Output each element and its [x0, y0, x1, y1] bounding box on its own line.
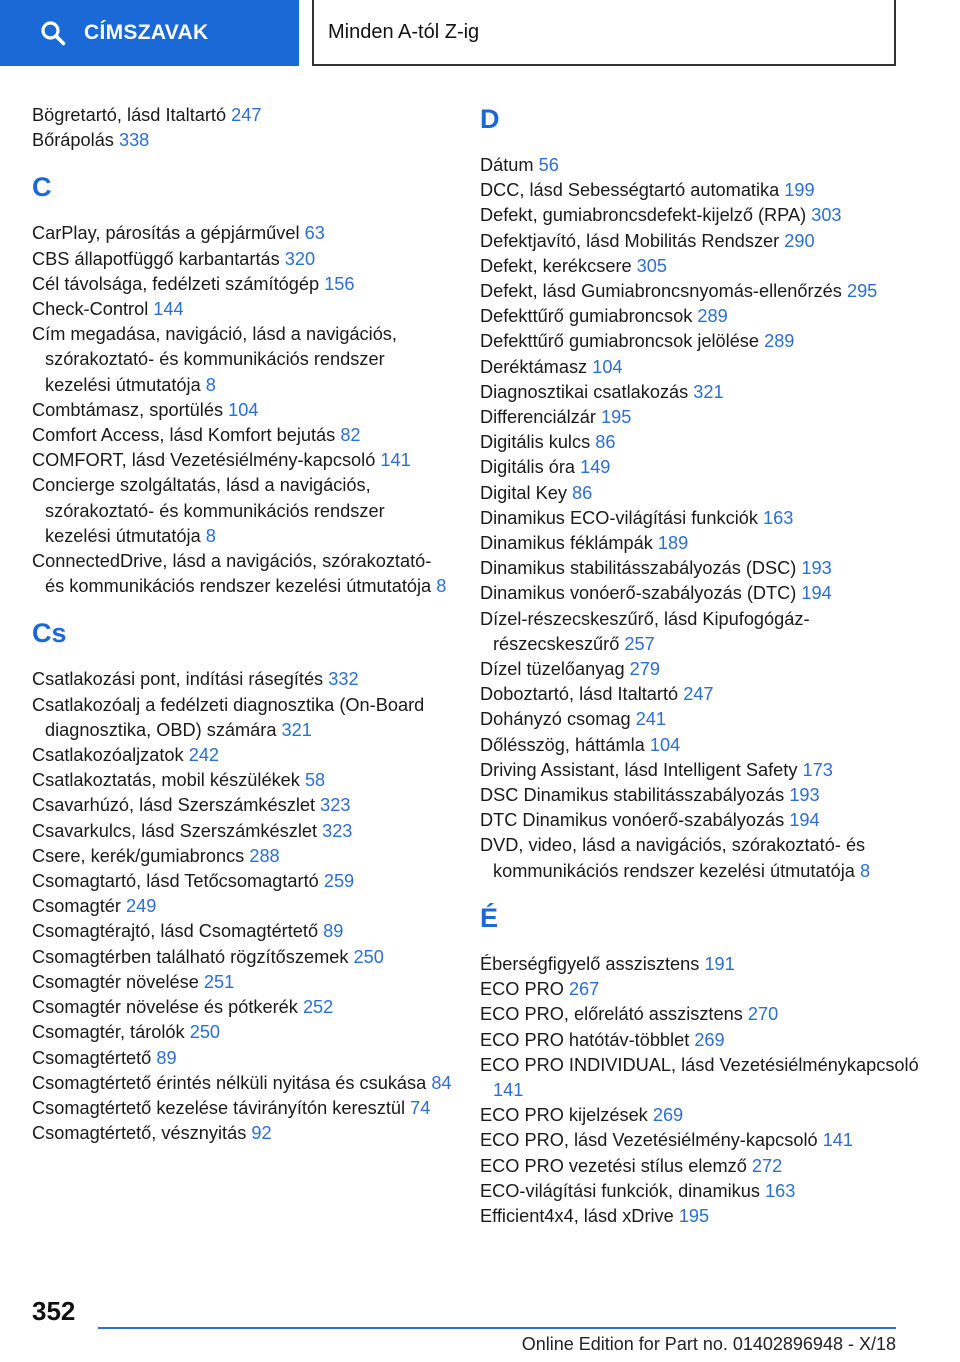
entry-text: DSC Dinamikus stabilitásszabályozás	[480, 785, 790, 806]
page-link[interactable]: 195	[678, 1205, 710, 1226]
index-entry	[480, 1103, 920, 1128]
entry-text: CBS állapotfüggő karbantartás	[32, 248, 285, 269]
entry-text: Csomagtértető	[32, 1047, 157, 1068]
page-link[interactable]: 323	[322, 820, 353, 841]
entry-text: Csatlakozóalj a fedélzeti diagnosztika (On-Board diagnosztika, OBD) számára	[32, 694, 425, 740]
entry-text: DTC Dinamikus vonóerő-szabályozás	[480, 810, 790, 831]
index-entry	[480, 203, 920, 228]
index-entry	[480, 329, 920, 354]
entry-text: Defekt, gumiabroncsdefekt-kijelző (RPA)	[480, 205, 812, 226]
index-entry	[480, 304, 920, 329]
index-entry	[480, 607, 920, 657]
entry-text: Combtámasz, sportülés	[32, 399, 229, 420]
page-link[interactable]: 195	[600, 407, 632, 428]
page-link[interactable]: 104	[649, 734, 681, 755]
entry-text: Bőrápolás	[32, 130, 119, 151]
page-link[interactable]: 321	[693, 381, 724, 402]
page-link[interactable]: 89	[156, 1047, 177, 1068]
entry-text: Éberségfigyelő asszisztens	[480, 953, 705, 974]
index-entry	[32, 398, 452, 423]
index-entry	[480, 707, 920, 732]
entry-text: Csomagtartó, lásd Tetőcsomagtartó	[32, 871, 324, 892]
page-link[interactable]: 141	[380, 450, 411, 471]
index-entry	[32, 970, 452, 995]
page-link[interactable]: 288	[249, 845, 280, 866]
entry-text: ECO PRO kijelzések	[480, 1105, 653, 1126]
index-entry	[32, 128, 452, 153]
index-entry	[480, 657, 920, 682]
index-entry	[32, 549, 452, 599]
index-entry	[32, 667, 452, 692]
entry-text: Csomagtér	[32, 896, 127, 917]
index-entry	[32, 423, 452, 448]
entry-text: Differenciálzár	[480, 407, 601, 428]
page-link[interactable]: 141	[493, 1079, 524, 1100]
page-link[interactable]: 270	[747, 1004, 779, 1025]
page-link[interactable]: 86	[572, 482, 593, 503]
index-entry	[32, 844, 452, 869]
index-entry	[32, 297, 452, 322]
index-entry	[480, 153, 920, 178]
index-entry	[32, 247, 452, 272]
page-link[interactable]: 74	[410, 1097, 431, 1118]
page-link[interactable]: 149	[580, 457, 611, 478]
index-entry	[480, 1179, 920, 1204]
entry-text: Csavarkulcs, lásd Szerszámkészlet	[32, 820, 323, 841]
tab-a-to-z[interactable]	[312, 0, 896, 66]
page-link[interactable]: 249	[126, 896, 157, 917]
index-entry	[480, 229, 920, 254]
entry-text: Csavarhúzó, lásd Szerszámkészlet	[32, 795, 321, 816]
entry-text: Digitális óra	[480, 457, 581, 478]
index-entry	[480, 1028, 920, 1053]
entry-text: ConnectedDrive, lásd a navigációs, szórakoztató- és kommunikációs rendszer kezelési útmutatója	[32, 551, 437, 597]
index-entry	[480, 455, 920, 480]
entry-text: Csomagtér növelése és pótkerék	[32, 997, 303, 1018]
index-entry	[32, 894, 452, 919]
search-icon	[40, 20, 66, 46]
entry-text: Csomagtértető, vésznyitás	[32, 1123, 252, 1144]
page-link[interactable]: 250	[189, 1022, 221, 1043]
page-link[interactable]: 8	[205, 374, 216, 395]
section-letter: D	[480, 104, 500, 134]
page-link[interactable]: 247	[683, 684, 714, 705]
page-link[interactable]: 199	[784, 180, 815, 201]
entry-text: DCC, lásd Sebességtartó automatika	[480, 180, 785, 201]
entry-text: Comfort Access, lásd Komfort bejutás	[32, 425, 341, 446]
page-link[interactable]: 241	[635, 709, 667, 730]
page-link[interactable]: 56	[538, 155, 559, 175]
index-entry	[480, 531, 920, 556]
entry-text: Cél távolsága, fedélzeti számítógép	[32, 273, 325, 294]
page-link[interactable]: 193	[801, 558, 832, 579]
index-entry	[32, 1020, 452, 1045]
entry-text: Csomagtér növelése	[32, 971, 204, 992]
page-link[interactable]: 144	[153, 299, 184, 320]
index-entry	[480, 952, 920, 977]
entry-text: Csatlakozási pont, indítási rásegítés	[32, 669, 329, 690]
index-entry	[480, 380, 920, 405]
page-link[interactable]: 194	[801, 583, 832, 604]
index-entry	[32, 1096, 452, 1121]
page-link[interactable]: 295	[846, 281, 878, 302]
page-link[interactable]: 269	[694, 1029, 725, 1050]
section-letter: C	[32, 172, 52, 203]
page-link[interactable]: 63	[304, 223, 325, 244]
entry-text: Bögretartó, lásd Italtartó	[32, 105, 232, 125]
tab-keywords-label: CÍMSZAVAK	[84, 21, 209, 44]
index-entry	[480, 1128, 920, 1153]
index-entry	[480, 1002, 920, 1027]
index-column-right	[480, 103, 920, 1229]
entry-text: Csatlakoztatás, mobil készülékek	[32, 770, 305, 791]
page-link[interactable]: 8	[859, 860, 871, 881]
page-link[interactable]: 247	[231, 105, 262, 125]
index-entry	[32, 768, 452, 793]
page-link[interactable]: 252	[302, 997, 334, 1018]
entry-text: Defekttűrő gumiabroncsok jelölése	[480, 331, 765, 352]
index-entry	[32, 743, 452, 768]
page-link[interactable]: 279	[629, 659, 660, 680]
index-entry	[32, 1046, 452, 1071]
index-entry	[32, 693, 452, 743]
entry-text: Defekt, lásd Gumiabroncsnyomás-ellenőrzés	[480, 281, 847, 302]
section-letter: Cs	[32, 618, 67, 649]
index-entry	[32, 473, 452, 549]
tab-a-to-z-label: Minden A-tól Z-ig	[328, 20, 480, 43]
index-entry	[32, 793, 452, 818]
footer-divider	[98, 1327, 896, 1329]
page-link[interactable]: 104	[228, 399, 259, 420]
page-link[interactable]: 289	[764, 331, 795, 352]
index-entry	[32, 272, 452, 297]
entry-text: Dízel-részecskeszűrő, lásd Kipufogógáz-részecskeszűrő	[480, 608, 810, 654]
page-link[interactable]: 338	[118, 130, 150, 151]
index-entry	[480, 977, 920, 1002]
page-link[interactable]: 272	[751, 1155, 783, 1176]
entry-text: ECO PRO hatótáv-többlet	[480, 1029, 695, 1050]
entry-text: ECO PRO, előrelátó asszisztens	[480, 1004, 748, 1025]
entry-text: Defekt, kerékcsere	[480, 255, 637, 276]
index-entry	[480, 1204, 920, 1229]
entry-text: Digitális kulcs	[480, 432, 596, 453]
page-link[interactable]: 58	[304, 770, 326, 791]
page-link[interactable]: 141	[822, 1130, 854, 1151]
index-entry	[480, 279, 920, 304]
page-link[interactable]: 320	[284, 248, 316, 269]
index-entry	[480, 1053, 920, 1103]
index-entry	[480, 758, 920, 783]
page-link[interactable]: 251	[203, 971, 235, 992]
page-link[interactable]: 8	[436, 576, 447, 597]
entry-text: Efficient4x4, lásd xDrive	[480, 1205, 679, 1226]
index-entry	[480, 733, 920, 758]
index-entry	[480, 682, 920, 707]
entry-text: Concierge szolgáltatás, lásd a navigációs, szórakoztató- és kommunikációs rendszer kezelési útmutatója	[32, 475, 385, 546]
index-entry	[32, 995, 452, 1020]
index-entry	[480, 783, 920, 808]
page-link[interactable]: 8	[205, 525, 216, 546]
page-link[interactable]: 104	[592, 356, 623, 377]
entry-text: ECO PRO	[480, 979, 569, 1000]
entry-text: Csomagtér, tárolók	[32, 1022, 190, 1043]
index-entry	[480, 481, 920, 506]
tab-keywords[interactable]	[0, 0, 299, 66]
index-entry	[32, 221, 452, 246]
index-entry	[480, 430, 920, 455]
page-link[interactable]: 290	[784, 230, 815, 251]
edition-text: Online Edition for Part no. 01402896948 - X/18	[521, 1334, 896, 1354]
page-link[interactable]: 303	[811, 205, 842, 226]
entry-text: ECO PRO INDIVIDUAL, lásd Vezetésiélménykapcsoló	[480, 1054, 919, 1075]
page-link[interactable]: 323	[320, 795, 351, 816]
entry-text: CarPlay, párosítás a gépjárművel	[32, 223, 305, 244]
entry-text: Dinamikus ECO-világítási funkciók	[480, 507, 764, 528]
index-entry	[480, 178, 920, 203]
page-link[interactable]: 189	[657, 533, 689, 554]
index-entry	[480, 808, 920, 833]
page-link[interactable]: 191	[704, 953, 735, 974]
entry-text: Csatlakozóaljzatok	[32, 745, 189, 766]
page-link[interactable]: 259	[323, 871, 355, 892]
index-entry	[480, 833, 920, 883]
page-link[interactable]: 163	[765, 1180, 796, 1201]
entry-text: ECO-világítási funkciók, dinamikus	[480, 1180, 766, 1201]
index-entry	[32, 819, 452, 844]
index-entry	[32, 945, 452, 970]
index-entry	[32, 448, 452, 473]
entry-text: Dohányzó csomag	[480, 709, 636, 730]
index-entry	[480, 355, 920, 380]
page-link[interactable]: 257	[624, 633, 655, 654]
entry-text: Check-Control	[32, 299, 154, 320]
page-link[interactable]: 193	[789, 785, 820, 806]
page-link[interactable]: 163	[763, 507, 794, 528]
entry-text: Csomagtértető érintés nélküli nyitása és csukása	[32, 1072, 432, 1093]
section-letter: É	[480, 902, 499, 933]
page-link[interactable]: 82	[340, 425, 361, 446]
index-entry	[32, 1121, 452, 1146]
page-link[interactable]: 173	[802, 759, 833, 780]
entry-text: Csomagtérajtó, lásd Csomagtértető	[32, 921, 324, 942]
index-entry	[480, 556, 920, 581]
page-link[interactable]: 332	[328, 669, 359, 690]
entry-text: COMFORT, lásd Vezetésiélmény-kapcsoló	[32, 450, 381, 471]
entry-text: ECO PRO vezetési stílus elemző	[480, 1155, 752, 1176]
page-link[interactable]: 86	[595, 432, 616, 453]
entry-text: Defektjavító, lásd Mobilitás Rendszer	[480, 230, 785, 251]
entry-text: ECO PRO, lásd Vezetésiélmény-kapcsoló	[480, 1130, 823, 1151]
entry-text: Doboztartó, lásd Italtartó	[480, 684, 684, 705]
index-entry	[480, 1154, 920, 1179]
page-link[interactable]: 305	[636, 255, 668, 276]
entry-text: Dinamikus vonóerő-szabályozás (DTC)	[480, 583, 802, 604]
page-link[interactable]: 269	[652, 1105, 684, 1126]
entry-text: Dinamikus féklámpák	[480, 533, 658, 554]
entry-text: Dőlésszög, háttámla	[480, 734, 650, 755]
index-entry	[480, 405, 920, 430]
entry-text: Csomagtértető kezelése távirányítón keresztül	[32, 1097, 411, 1118]
page-link[interactable]: 92	[251, 1123, 272, 1144]
entry-text: Dízel tüzelőanyag	[480, 659, 630, 680]
entry-text: Dátum	[480, 155, 539, 175]
page-link[interactable]: 242	[188, 745, 220, 766]
index-entry	[480, 581, 920, 606]
index-column-left	[32, 103, 452, 1146]
index-entry	[32, 919, 452, 944]
page-number: 352	[32, 1296, 76, 1326]
page-link[interactable]: 289	[697, 306, 728, 327]
page-link[interactable]: 321	[281, 719, 312, 740]
entry-text: Deréktámasz	[480, 356, 593, 377]
entry-text: Cím megadása, navigáció, lásd a navigációs, szórakoztató- és kommunikációs rendszer kezelési útmutatója	[32, 324, 397, 395]
entry-text: Csomagtérben található rögzítőszemek	[32, 946, 354, 967]
index-entry	[32, 1071, 452, 1096]
page-link[interactable]: 267	[568, 979, 600, 1000]
entry-text: Dinamikus stabilitásszabályozás (DSC)	[480, 558, 802, 579]
entry-text: DVD, video, lásd a navigációs, szórakoztató- és kommunikációs rendszer kezelési útmutatója	[480, 835, 866, 881]
page-link[interactable]: 250	[353, 946, 384, 967]
page-link[interactable]: 156	[324, 273, 355, 294]
page-link[interactable]: 194	[789, 810, 820, 831]
entry-text: Diagnosztikai csatlakozás	[480, 381, 694, 402]
index-entry	[480, 254, 920, 279]
index-entry	[32, 322, 452, 398]
entry-text: Driving Assistant, lásd Intelligent Safety	[480, 759, 803, 780]
page-link[interactable]: 89	[323, 921, 344, 942]
index-entry	[32, 103, 452, 128]
entry-text: Csere, kerék/gumiabroncs	[32, 845, 250, 866]
page-link[interactable]: 84	[431, 1072, 452, 1093]
entry-text: Defekttűrő gumiabroncsok	[480, 306, 698, 327]
index-entry	[32, 869, 452, 894]
index-entry	[480, 506, 920, 531]
entry-text: Digital Key	[480, 482, 572, 503]
